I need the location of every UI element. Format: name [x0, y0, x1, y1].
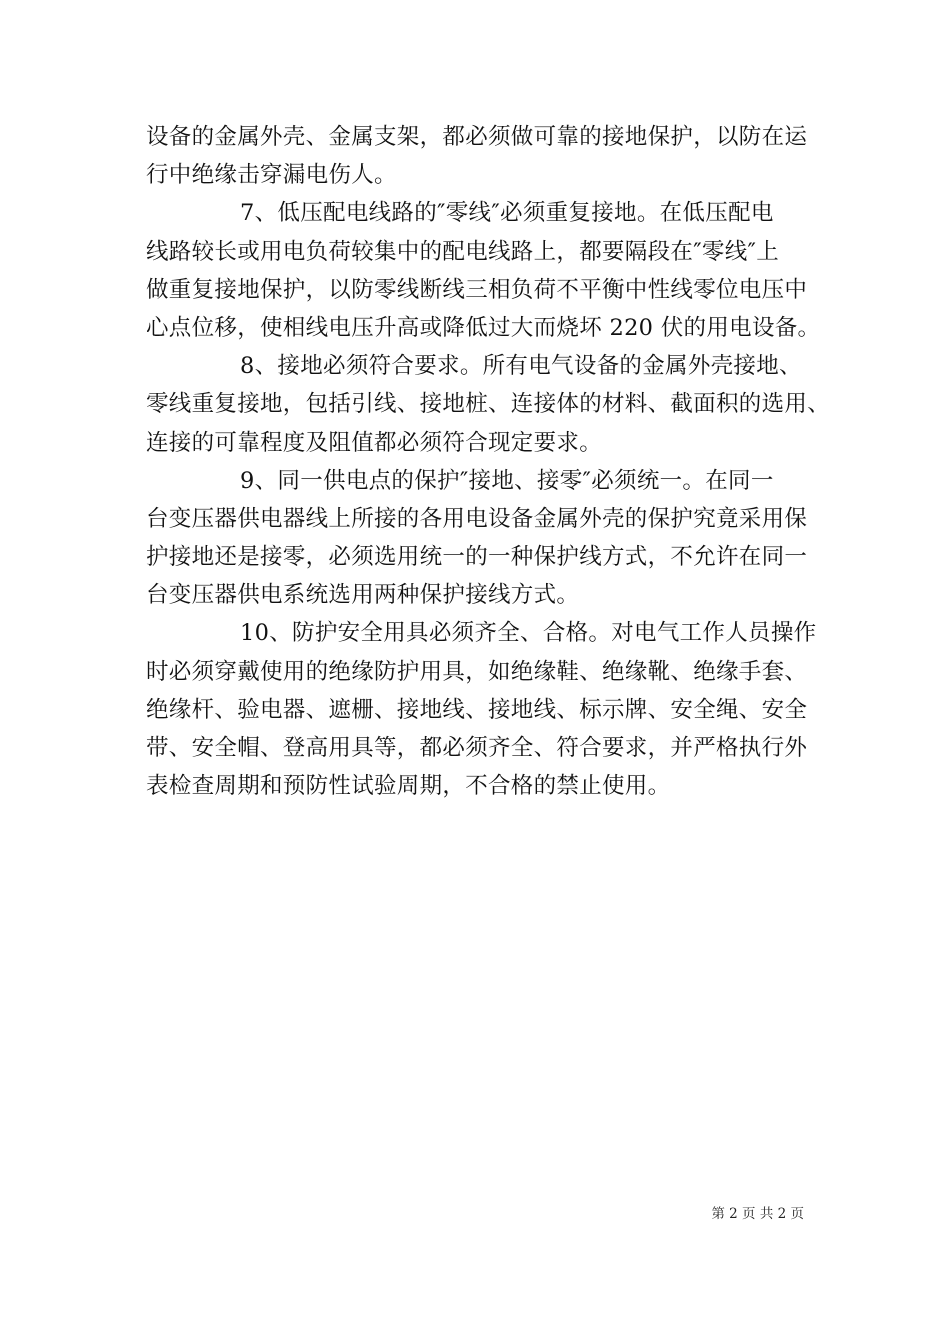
text-line: 设备的金属外壳、金属支架，都必须做可靠的接地保护，以防在运	[146, 124, 808, 150]
text-line: 行中绝缘击穿漏电伤人。	[146, 162, 397, 189]
page-number-footer: 第 2 页 共 2 页	[711, 1206, 804, 1222]
text-line: 护接地还是接零，必须选用统一的一种保护线方式，不允许在同一	[146, 544, 808, 571]
paragraph-first-line: 10、防护安全用具必须齐全、合格。对电气工作人员操作	[240, 620, 817, 647]
document-body	[146, 118, 831, 805]
paragraph-first-line: 7、低压配电线路的″零线″必须重复接地。在低压配电	[240, 200, 774, 227]
text-line: 台变压器供电系统选用两种保护接线方式。	[146, 582, 580, 609]
text-line: 心点位移，使相线电压升高或降低过大而烧坏 220 伏的用电设备。	[146, 314, 821, 341]
text-line: 绝缘杆、验电器、遮栅、接地线、接地线、标示牌、安全绳、安全	[146, 696, 808, 723]
paragraph-first-line: 9、同一供电点的保护″接地、接零″必须统一。在同一	[240, 467, 774, 494]
text-line: 连接的可靠程度及阻值都必须符合现定要求。	[146, 429, 603, 456]
text-line: 零线重复接地，包括引线、接地桩、连接体的材料、截面积的选用、	[146, 391, 831, 418]
text-line: 台变压器供电器线上所接的各用电设备金属外壳的保护究竟采用保	[146, 505, 808, 532]
paragraph-first-line: 8、接地必须符合要求。所有电气设备的金属外壳接地、	[240, 353, 802, 380]
text-line: 做重复接地保护，以防零线断线三相负荷不平衡中性线零位电压中	[146, 276, 808, 303]
text-line: 时必须穿戴使用的绝缘防护用具，如绝缘鞋、绝缘靴、绝缘手套、	[146, 658, 808, 685]
text-line: 线路较长或用电负荷较集中的配电线路上，都要隔段在″零线″上	[146, 238, 780, 265]
text-line: 带、安全帽、登高用具等，都必须齐全、符合要求，并严格执行外	[146, 735, 808, 761]
text-line: 表检查周期和预防性试验周期，不合格的禁止使用。	[146, 773, 671, 800]
